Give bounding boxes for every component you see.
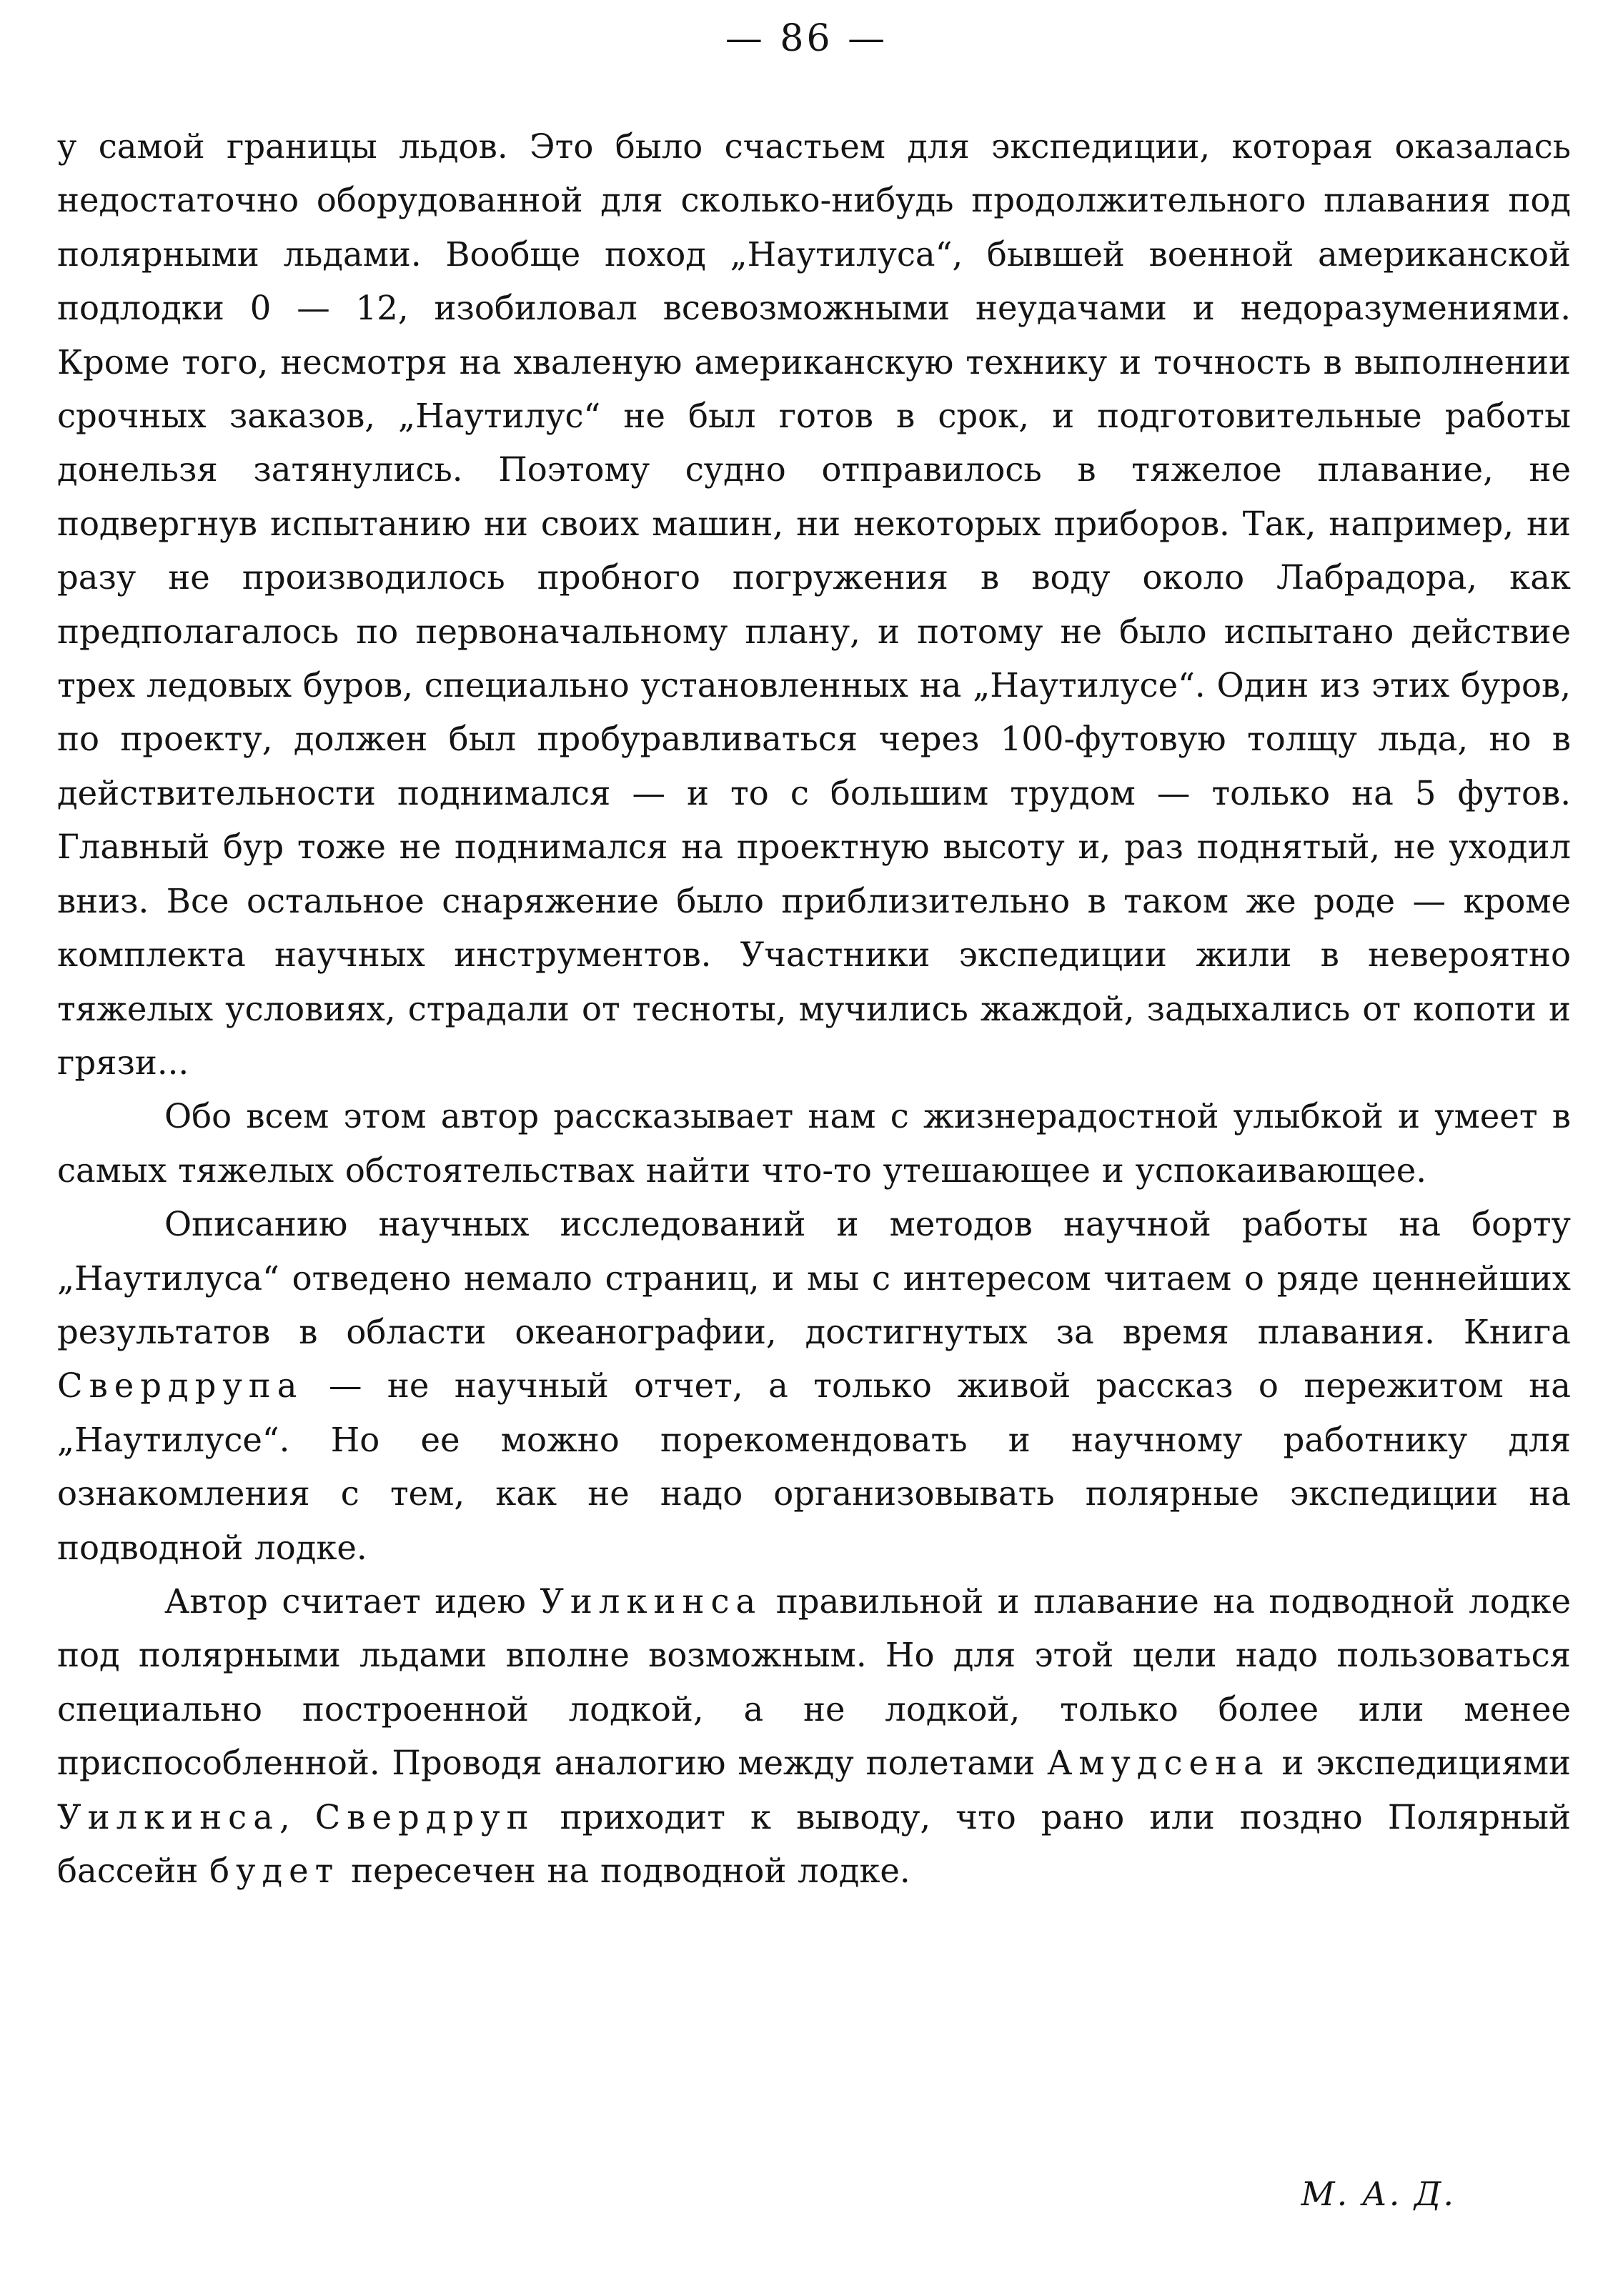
text-run: , — [279, 1797, 315, 1837]
text-run: Описанию научных исследований и методов научной работы на борту „Наутилуса“ отведено немало страниц, и мы с интересом читаем о ряде ценнейших результатов в области океанографии, достигнутых за время плавания. Книга — [57, 1205, 1571, 1351]
page-number: — 86 — — [725, 17, 888, 60]
paragraph-p4 — [57, 1575, 1571, 1898]
text-run: и экспедициями — [1269, 1744, 1572, 1783]
spaced-name: Уилкинса — [540, 1581, 763, 1621]
paragraph-p3 — [57, 1198, 1571, 1575]
spaced-name: будет — [209, 1852, 340, 1890]
spaced-name: Уилкинса — [57, 1797, 279, 1837]
spaced-name: Свердруп — [314, 1797, 535, 1837]
paragraph-p2 — [57, 1090, 1571, 1198]
author-signature: М. А. Д. — [1301, 2175, 1456, 2213]
text-run: правильной и плавание на подводной лодке под полярными льдами вполне возможным. Но для этой цели надо пользоваться специально построенной лодкой, а не лодкой, только более или менее приспособленной. Проводя аналогию между полетами — [57, 1581, 1571, 1783]
text-run: пересечен на подводной лодке. — [339, 1852, 910, 1890]
paragraph-p1 — [57, 120, 1571, 1090]
text-run: Автор считает идею — [164, 1581, 540, 1621]
spaced-name: Свердрупа — [57, 1366, 304, 1406]
article-body — [57, 120, 1571, 1898]
text-run: — не научный отчет, а только живой рассказ о пережитом на „Наутилусе“. Но ее можно порекомендовать и научному работнику для ознакомления с тем, как не надо организовывать полярные экспедиции на подводной лодке. — [57, 1366, 1571, 1567]
text-run: приходит к выводу, что рано или поздно Полярный бассейн — [57, 1797, 1571, 1890]
text-run: Обо всем этом автор рассказывает нам с жизнерадостной улыбкой и умеет в самых тяжелых обстоятельствах найти что-то утешающее и успокаивающее. — [57, 1097, 1571, 1190]
text-run: у самой границы льдов. Это было счастьем для экспедиции, которая оказалась недостаточно оборудованной для сколько-нибудь продолжительного плавания под полярными льдами. Вообще поход „Наутилуса“, бывшей военной американской подлодки 0 — 12, изобиловал всевозможными неудачами и недоразумениями. Кроме того, несмотря на хваленую американскую технику и точность в выполнении срочных заказов, „Наутилус“ не был готов в срок, и подготовительные работы донельзя затянулись. Поэтому судно отправилось в тяжелое плавание, не подвергнув испытанию ни своих машин, ни некоторых приборов. Так, например, ни разу не производилось пробного погружения в воду около Лабрадора, как предполагалось по первоначальному плану, и потому не было испытано действие трех ледовых буров, специально установленных на „Наутилусе“. Один из этих буров, по проекту, должен был пробуравливаться через 100-футовую толщу льда, но в действительности поднимался — и то с большим трудом — только на 5 футов. Главный бур тоже не поднимался на проектную высоту и, раз поднятый, не уходил вниз. Все остальное снаряжение было приблизительно в таком же роде — кроме комплекта научных инструментов. Участники экспедиции жили в невероятно тяжелых условиях, страдали от тесноты, мучились жаждой, задыхались от копоти и грязи... — [57, 127, 1571, 1082]
spaced-name: Амудсена — [1047, 1744, 1270, 1783]
